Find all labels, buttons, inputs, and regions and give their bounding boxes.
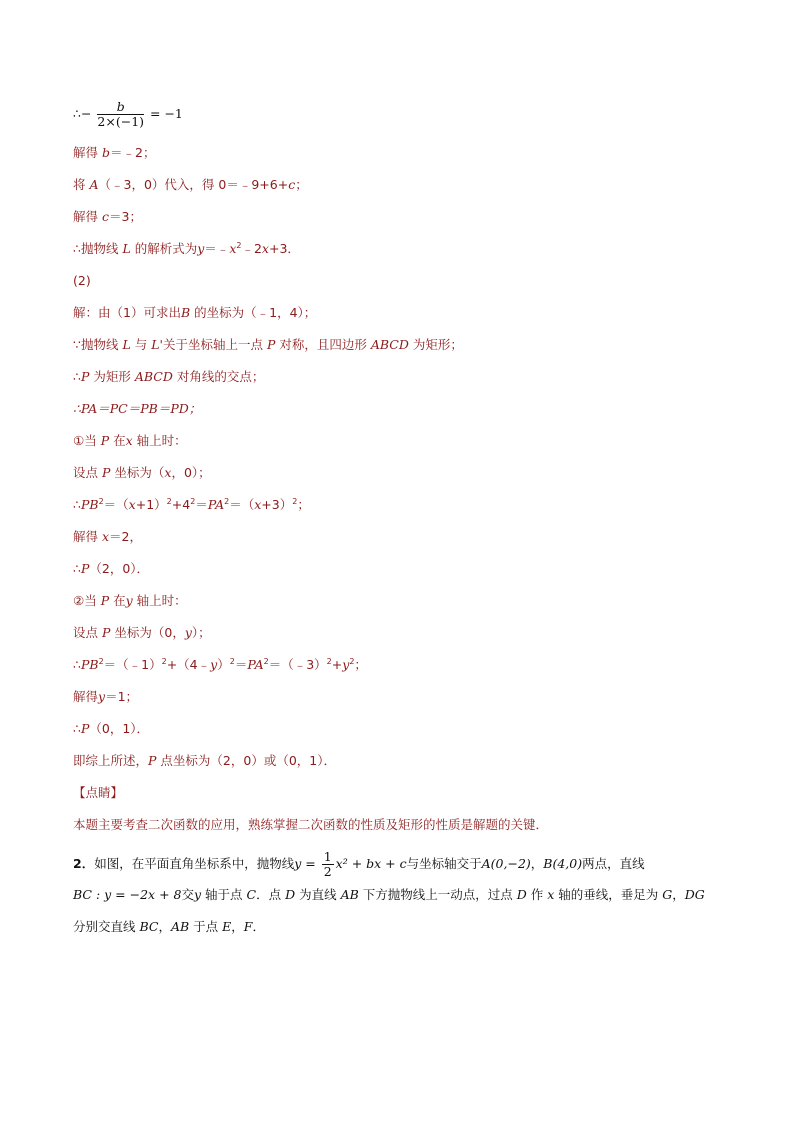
fraction: $\frac{b}{2\times(-1)}$ (97, 99, 145, 129)
diagonal-intersection: ∴P 为矩形 ABCD 对角线的交点； (73, 369, 265, 384)
problem-2-line-3: 分别交直线 BC，AB 于点 E，F． (73, 919, 265, 934)
case-1-heading: ①当 P 在x 轴上时： (73, 433, 187, 448)
case-1-equation: $\therefore PB^2=(x+1)^2+4^2=PA^2=(x+3)^2$； (73, 496, 310, 512)
comment-heading: 【点睛】 (73, 785, 124, 800)
case-1-setup: 设点 P 坐标为（x，0）； (73, 465, 211, 480)
case-2-result: ∴P（0，1）． (73, 721, 150, 736)
problem-2-line-1: 2．如图，在平面直角坐标系中，抛物线y = $\frac{1}{2}$ x² + bx + c与坐标轴交于A(0,−2)，B(4,0)两点，直线 (73, 849, 645, 879)
solution-b: 解得 b＝﹣2； (73, 145, 156, 160)
case-1-result: ∴P（2，0）． (73, 561, 150, 576)
comment-text: 本题主要考查二次函数的应用，熟练掌握二次函数的性质及矩形的性质是解题的关键． (73, 817, 549, 832)
case-2-solution: 解得y＝1； (73, 689, 139, 704)
case-1-solution: 解得 x＝2， (73, 529, 142, 544)
case-2-equation: $\therefore PB^2=(﹣1)^2+(4﹣y)^2=PA^2=(﹣3)^2+y^2$； (73, 656, 367, 672)
case-2-setup: 设点 P 坐标为（0，y）； (73, 625, 211, 640)
coordinate-b: 解：由（1）可求出B 的坐标为（﹣1，4）； (73, 305, 317, 320)
problem-2-line-2: BC : y = −2x + 8交y 轴于点 C．点 D 为直线 AB 下方抛物线上一动点，过点 D 作 x 轴的垂线，垂足为 G，DG (73, 887, 705, 902)
symmetry-statement: ∵抛物线 L 与 L'关于坐标轴上一点 P 对称，且四边形 ABCD 为矩形； (73, 337, 463, 352)
conclusion: 即综上所述，P 点坐标为（2，0）或（0，1）． (73, 753, 336, 768)
case-2-heading: ②当 P 在y 轴上时： (73, 593, 187, 608)
part-2-label: (2) (73, 273, 91, 288)
fraction-half: $\frac{1}{2}$ (323, 849, 332, 879)
solution-c: 解得 c＝3； (73, 209, 142, 224)
equal-distances: ∴PA＝PC＝PB＝PD； (73, 401, 202, 416)
substitute-a: 将 A（﹣3，0）代入，得 0＝﹣9+6+c； (73, 177, 308, 192)
equation-vertex: ∴− $\frac{b}{2\times(-1)}$ = −1 (73, 99, 183, 129)
parabola-expression: ∴抛物线 L 的解析式为$y=﹣x^2﹣2x+3$． (73, 240, 300, 256)
